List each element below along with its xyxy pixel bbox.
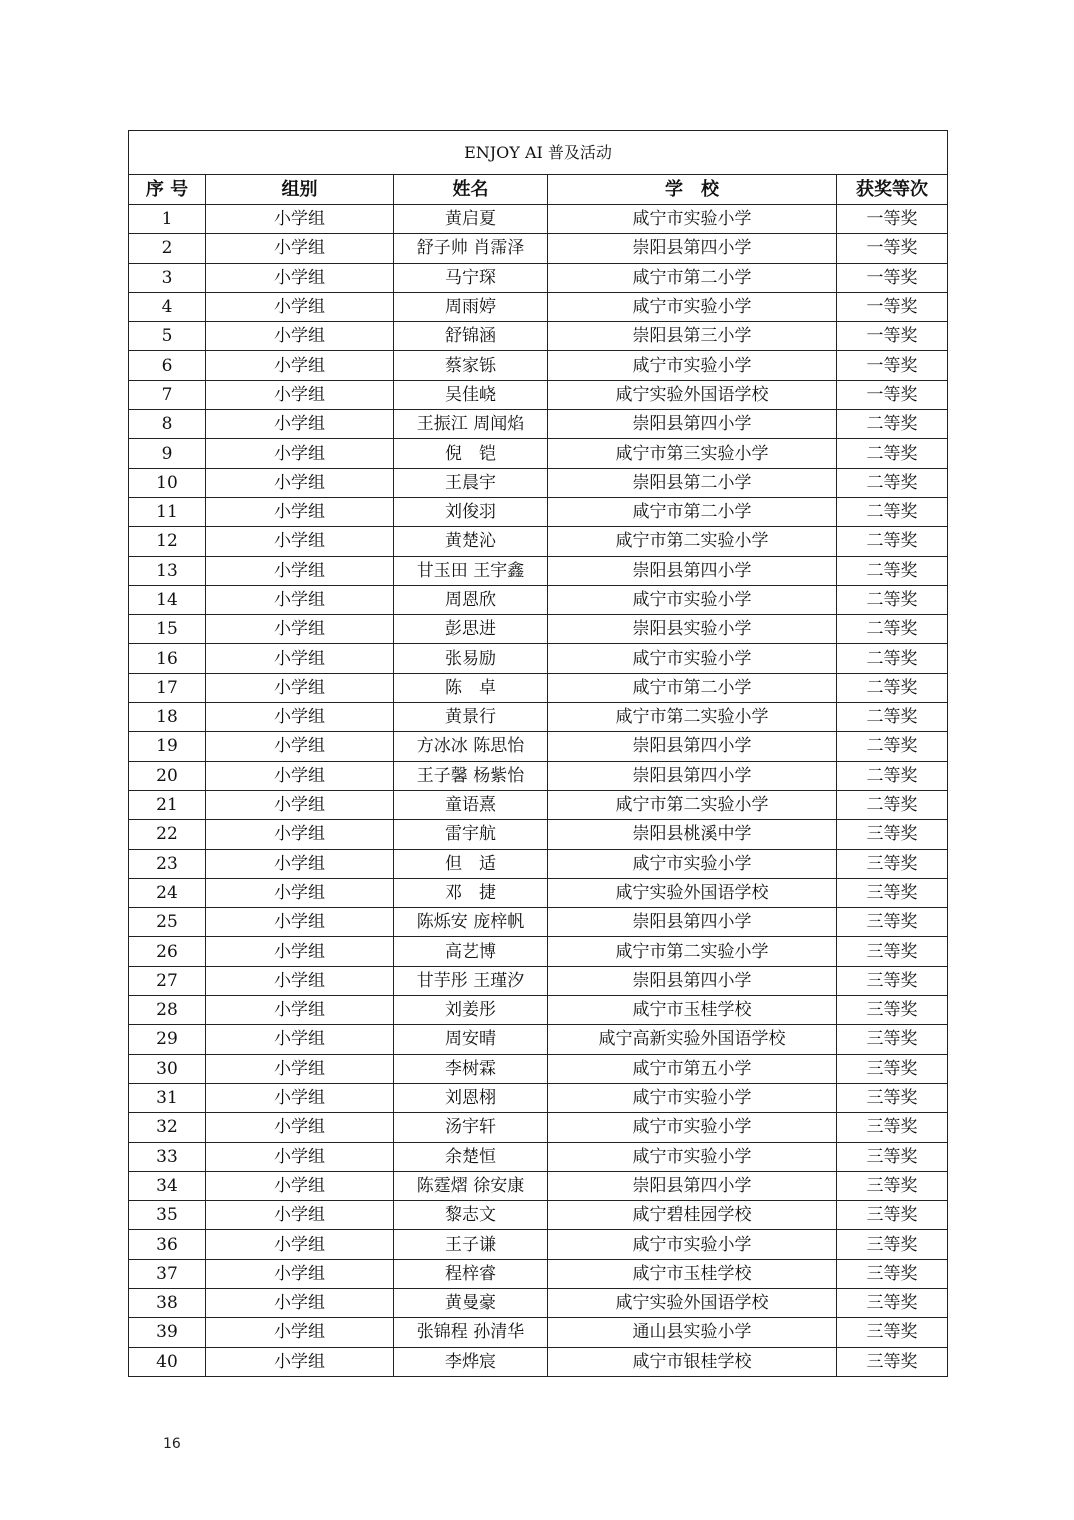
cell-award: 二等奖 (837, 615, 948, 644)
cell-name: 李树霖 (394, 1054, 548, 1083)
cell-award: 一等奖 (837, 205, 948, 234)
table-row (129, 703, 948, 732)
table-row (129, 439, 948, 468)
cell-school: 崇阳县实验小学 (548, 615, 837, 644)
table-row (129, 234, 948, 263)
cell-name: 彭思进 (394, 615, 548, 644)
cell-award: 三等奖 (837, 1113, 948, 1142)
cell-index: 7 (129, 380, 206, 409)
cell-group: 小学组 (206, 292, 394, 321)
cell-name: 黎志文 (394, 1201, 548, 1230)
table-row (129, 1083, 948, 1112)
cell-index: 39 (129, 1318, 206, 1347)
cell-school: 崇阳县第四小学 (548, 908, 837, 937)
cell-award: 二等奖 (837, 644, 948, 673)
cell-award: 二等奖 (837, 439, 948, 468)
table-row (129, 790, 948, 819)
cell-index: 21 (129, 790, 206, 819)
cell-index: 11 (129, 497, 206, 526)
cell-award: 三等奖 (837, 996, 948, 1025)
table-title: ENJOY AI 普及活动 (129, 131, 948, 175)
cell-award: 二等奖 (837, 497, 948, 526)
cell-index: 34 (129, 1171, 206, 1200)
cell-group: 小学组 (206, 644, 394, 673)
cell-award: 三等奖 (837, 966, 948, 995)
table-row (129, 1259, 948, 1288)
cell-school: 崇阳县第四小学 (548, 732, 837, 761)
table-row (129, 966, 948, 995)
cell-group: 小学组 (206, 1201, 394, 1230)
cell-award: 二等奖 (837, 673, 948, 702)
cell-name: 甘玉田 王宇鑫 (394, 556, 548, 585)
cell-award: 三等奖 (837, 1230, 948, 1259)
table-row (129, 908, 948, 937)
cell-group: 小学组 (206, 1113, 394, 1142)
cell-group: 小学组 (206, 468, 394, 497)
cell-index: 26 (129, 937, 206, 966)
cell-group: 小学组 (206, 527, 394, 556)
cell-name: 马宁琛 (394, 263, 548, 292)
cell-school: 崇阳县第四小学 (548, 761, 837, 790)
cell-school: 崇阳县第四小学 (548, 556, 837, 585)
cell-award: 一等奖 (837, 234, 948, 263)
cell-index: 40 (129, 1347, 206, 1376)
cell-group: 小学组 (206, 966, 394, 995)
cell-name: 周恩欣 (394, 585, 548, 614)
cell-name: 舒子帅 肖霈泽 (394, 234, 548, 263)
header-index: 序 号 (129, 175, 206, 205)
table-row (129, 585, 948, 614)
table-row (129, 937, 948, 966)
table-header-row (129, 175, 948, 205)
table-row (129, 1318, 948, 1347)
table-row (129, 322, 948, 351)
cell-school: 咸宁市第二小学 (548, 263, 837, 292)
cell-name: 周安晴 (394, 1025, 548, 1054)
cell-school: 咸宁市银桂学校 (548, 1347, 837, 1376)
cell-award: 三等奖 (837, 1083, 948, 1112)
cell-school: 咸宁市第二实验小学 (548, 527, 837, 556)
cell-school: 咸宁市实验小学 (548, 292, 837, 321)
cell-name: 周雨婷 (394, 292, 548, 321)
cell-name: 张锦程 孙清华 (394, 1318, 548, 1347)
cell-name: 蔡家铄 (394, 351, 548, 380)
cell-award: 二等奖 (837, 556, 948, 585)
cell-group: 小学组 (206, 439, 394, 468)
cell-award: 三等奖 (837, 1171, 948, 1200)
cell-school: 咸宁市实验小学 (548, 1083, 837, 1112)
cell-group: 小学组 (206, 1230, 394, 1259)
cell-school: 咸宁高新实验外国语学校 (548, 1025, 837, 1054)
cell-group: 小学组 (206, 908, 394, 937)
cell-group: 小学组 (206, 1318, 394, 1347)
cell-award: 二等奖 (837, 410, 948, 439)
table-row (129, 292, 948, 321)
cell-name: 黄启夏 (394, 205, 548, 234)
cell-group: 小学组 (206, 820, 394, 849)
table-row (129, 1347, 948, 1376)
cell-index: 32 (129, 1113, 206, 1142)
cell-award: 一等奖 (837, 380, 948, 409)
table-row (129, 820, 948, 849)
cell-group: 小学组 (206, 205, 394, 234)
header-school: 学 校 (548, 175, 837, 205)
cell-group: 小学组 (206, 1288, 394, 1317)
cell-school: 咸宁市实验小学 (548, 351, 837, 380)
cell-name: 程梓睿 (394, 1259, 548, 1288)
cell-school: 咸宁市实验小学 (548, 1113, 837, 1142)
cell-award: 三等奖 (837, 1025, 948, 1054)
cell-group: 小学组 (206, 351, 394, 380)
cell-school: 崇阳县第三小学 (548, 322, 837, 351)
cell-group: 小学组 (206, 673, 394, 702)
cell-group: 小学组 (206, 761, 394, 790)
cell-award: 一等奖 (837, 351, 948, 380)
cell-award: 二等奖 (837, 468, 948, 497)
cell-index: 25 (129, 908, 206, 937)
cell-index: 23 (129, 849, 206, 878)
cell-name: 李烨宸 (394, 1347, 548, 1376)
cell-index: 13 (129, 556, 206, 585)
cell-school: 咸宁市实验小学 (548, 849, 837, 878)
cell-index: 20 (129, 761, 206, 790)
cell-name: 刘姜彤 (394, 996, 548, 1025)
cell-award: 二等奖 (837, 585, 948, 614)
cell-school: 崇阳县桃溪中学 (548, 820, 837, 849)
cell-group: 小学组 (206, 1054, 394, 1083)
cell-index: 31 (129, 1083, 206, 1112)
cell-award: 三等奖 (837, 849, 948, 878)
table-row (129, 615, 948, 644)
table-row (129, 380, 948, 409)
table-row (129, 1171, 948, 1200)
table-row (129, 468, 948, 497)
cell-name: 王晨宇 (394, 468, 548, 497)
cell-school: 崇阳县第二小学 (548, 468, 837, 497)
cell-group: 小学组 (206, 1347, 394, 1376)
cell-school: 崇阳县第四小学 (548, 1171, 837, 1200)
cell-index: 8 (129, 410, 206, 439)
table-row (129, 1201, 948, 1230)
cell-name: 倪 铠 (394, 439, 548, 468)
cell-group: 小学组 (206, 790, 394, 819)
cell-name: 余楚恒 (394, 1142, 548, 1171)
cell-name: 陈霆熠 徐安康 (394, 1171, 548, 1200)
cell-index: 10 (129, 468, 206, 497)
cell-award: 一等奖 (837, 322, 948, 351)
cell-school: 咸宁市第二小学 (548, 497, 837, 526)
table-row (129, 410, 948, 439)
cell-index: 6 (129, 351, 206, 380)
cell-award: 三等奖 (837, 878, 948, 907)
cell-group: 小学组 (206, 937, 394, 966)
cell-school: 咸宁市第三实验小学 (548, 439, 837, 468)
cell-school: 咸宁市玉桂学校 (548, 1259, 837, 1288)
cell-group: 小学组 (206, 1025, 394, 1054)
table-row (129, 1113, 948, 1142)
table-row (129, 878, 948, 907)
cell-group: 小学组 (206, 732, 394, 761)
cell-index: 12 (129, 527, 206, 556)
cell-name: 童语熹 (394, 790, 548, 819)
table-row (129, 556, 948, 585)
cell-group: 小学组 (206, 263, 394, 292)
cell-index: 36 (129, 1230, 206, 1259)
cell-name: 黄曼豪 (394, 1288, 548, 1317)
header-award: 获奖等次 (837, 175, 948, 205)
cell-name: 黄景行 (394, 703, 548, 732)
cell-school: 咸宁市第二实验小学 (548, 790, 837, 819)
cell-index: 30 (129, 1054, 206, 1083)
table-row (129, 1054, 948, 1083)
cell-school: 崇阳县第四小学 (548, 410, 837, 439)
table-row (129, 761, 948, 790)
cell-name: 高艺博 (394, 937, 548, 966)
cell-award: 三等奖 (837, 1201, 948, 1230)
cell-name: 吴佳峣 (394, 380, 548, 409)
cell-name: 陈烁安 庞梓帆 (394, 908, 548, 937)
cell-award: 三等奖 (837, 1259, 948, 1288)
table-row (129, 351, 948, 380)
cell-school: 咸宁市实验小学 (548, 1142, 837, 1171)
cell-school: 咸宁实验外国语学校 (548, 380, 837, 409)
cell-name: 王子馨 杨紫怡 (394, 761, 548, 790)
table-row (129, 996, 948, 1025)
cell-index: 28 (129, 996, 206, 1025)
cell-index: 1 (129, 205, 206, 234)
cell-index: 3 (129, 263, 206, 292)
cell-award: 三等奖 (837, 1054, 948, 1083)
cell-index: 38 (129, 1288, 206, 1317)
cell-school: 崇阳县第四小学 (548, 234, 837, 263)
cell-school: 咸宁市实验小学 (548, 644, 837, 673)
cell-group: 小学组 (206, 878, 394, 907)
cell-group: 小学组 (206, 497, 394, 526)
table-row (129, 527, 948, 556)
cell-index: 16 (129, 644, 206, 673)
cell-name: 刘俊羽 (394, 497, 548, 526)
cell-index: 17 (129, 673, 206, 702)
cell-school: 咸宁市实验小学 (548, 1230, 837, 1259)
table-body (129, 205, 948, 1377)
cell-award: 三等奖 (837, 1288, 948, 1317)
cell-index: 29 (129, 1025, 206, 1054)
header-group: 组别 (206, 175, 394, 205)
cell-group: 小学组 (206, 234, 394, 263)
cell-index: 37 (129, 1259, 206, 1288)
cell-school: 咸宁碧桂园学校 (548, 1201, 837, 1230)
cell-index: 33 (129, 1142, 206, 1171)
cell-index: 9 (129, 439, 206, 468)
header-name: 姓名 (394, 175, 548, 205)
cell-name: 汤宇轩 (394, 1113, 548, 1142)
cell-award: 二等奖 (837, 732, 948, 761)
cell-award: 三等奖 (837, 908, 948, 937)
cell-name: 雷宇航 (394, 820, 548, 849)
page-number: 16 (163, 1436, 181, 1452)
cell-name: 舒锦涵 (394, 322, 548, 351)
cell-name: 刘恩栩 (394, 1083, 548, 1112)
cell-name: 甘芋彤 王瑾汐 (394, 966, 548, 995)
cell-name: 方冰冰 陈思怡 (394, 732, 548, 761)
table-row (129, 644, 948, 673)
cell-school: 咸宁市实验小学 (548, 205, 837, 234)
cell-index: 2 (129, 234, 206, 263)
cell-index: 14 (129, 585, 206, 614)
cell-name: 王子谦 (394, 1230, 548, 1259)
cell-school: 咸宁市玉桂学校 (548, 996, 837, 1025)
cell-award: 三等奖 (837, 937, 948, 966)
cell-group: 小学组 (206, 410, 394, 439)
cell-name: 黄楚沁 (394, 527, 548, 556)
cell-group: 小学组 (206, 585, 394, 614)
table-row (129, 1025, 948, 1054)
cell-group: 小学组 (206, 615, 394, 644)
cell-award: 三等奖 (837, 1318, 948, 1347)
cell-school: 咸宁市第二小学 (548, 673, 837, 702)
table-row (129, 1230, 948, 1259)
cell-index: 5 (129, 322, 206, 351)
table-row (129, 1288, 948, 1317)
cell-index: 35 (129, 1201, 206, 1230)
table-row (129, 673, 948, 702)
table-row (129, 732, 948, 761)
table-row (129, 205, 948, 234)
cell-school: 咸宁实验外国语学校 (548, 878, 837, 907)
cell-index: 22 (129, 820, 206, 849)
cell-award: 二等奖 (837, 790, 948, 819)
cell-group: 小学组 (206, 556, 394, 585)
award-table (128, 130, 948, 1377)
cell-school: 崇阳县第四小学 (548, 966, 837, 995)
cell-award: 二等奖 (837, 761, 948, 790)
table-row (129, 849, 948, 878)
cell-group: 小学组 (206, 1259, 394, 1288)
cell-school: 咸宁实验外国语学校 (548, 1288, 837, 1317)
cell-school: 咸宁市第二实验小学 (548, 937, 837, 966)
cell-name: 张易励 (394, 644, 548, 673)
cell-award: 三等奖 (837, 1142, 948, 1171)
cell-name: 陈 卓 (394, 673, 548, 702)
cell-school: 咸宁市第二实验小学 (548, 703, 837, 732)
cell-name: 但 适 (394, 849, 548, 878)
cell-group: 小学组 (206, 380, 394, 409)
table-row (129, 1142, 948, 1171)
cell-index: 15 (129, 615, 206, 644)
cell-group: 小学组 (206, 703, 394, 732)
cell-index: 24 (129, 878, 206, 907)
cell-award: 一等奖 (837, 292, 948, 321)
cell-school: 咸宁市第五小学 (548, 1054, 837, 1083)
cell-index: 18 (129, 703, 206, 732)
cell-group: 小学组 (206, 1142, 394, 1171)
cell-award: 二等奖 (837, 527, 948, 556)
cell-award: 三等奖 (837, 1347, 948, 1376)
cell-name: 王振江 周闻焰 (394, 410, 548, 439)
cell-award: 二等奖 (837, 703, 948, 732)
table-title-row (129, 131, 948, 175)
cell-group: 小学组 (206, 996, 394, 1025)
cell-school: 通山县实验小学 (548, 1318, 837, 1347)
cell-group: 小学组 (206, 1171, 394, 1200)
cell-group: 小学组 (206, 322, 394, 351)
cell-group: 小学组 (206, 1083, 394, 1112)
cell-school: 咸宁市实验小学 (548, 585, 837, 614)
cell-index: 27 (129, 966, 206, 995)
cell-award: 三等奖 (837, 820, 948, 849)
cell-index: 19 (129, 732, 206, 761)
table-row (129, 263, 948, 292)
cell-award: 一等奖 (837, 263, 948, 292)
table-row (129, 497, 948, 526)
cell-name: 邓 捷 (394, 878, 548, 907)
cell-group: 小学组 (206, 849, 394, 878)
cell-index: 4 (129, 292, 206, 321)
